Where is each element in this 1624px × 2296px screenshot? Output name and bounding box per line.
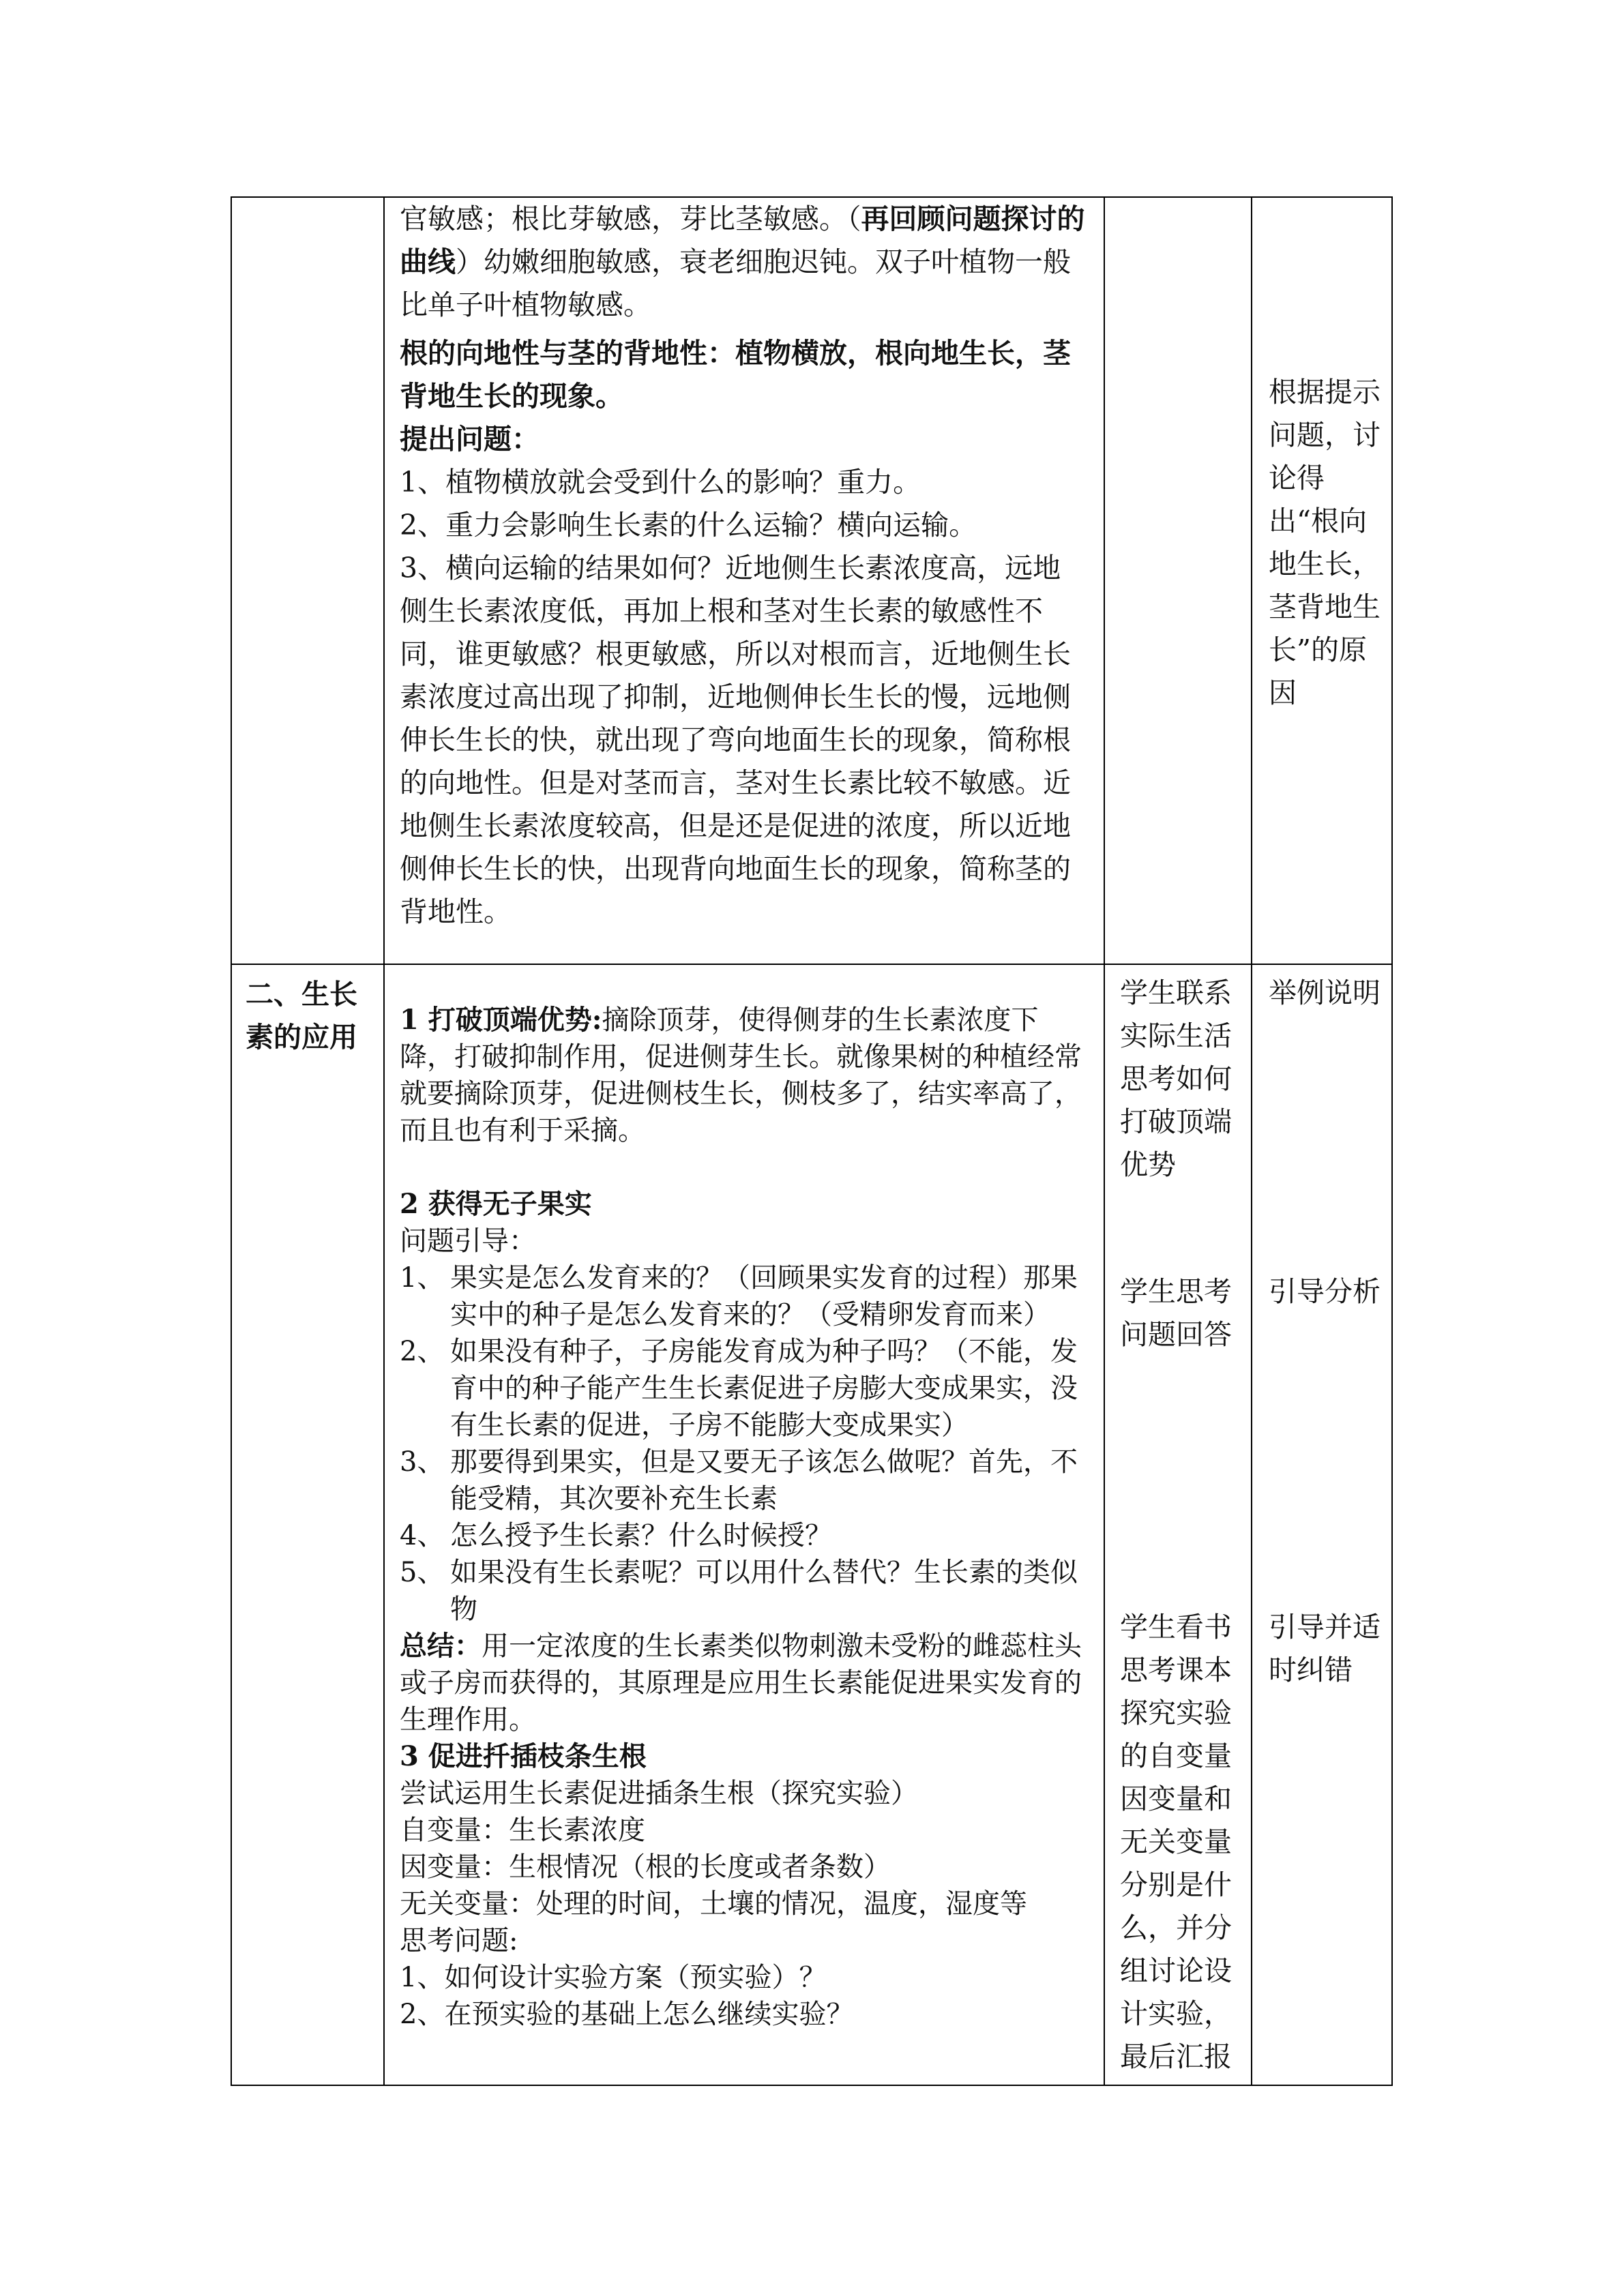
experiment-line: 1、如何设计实验方案（预实验）？ [400,1962,827,1993]
teacher-activity-1: 举例说明 [1269,976,1381,1009]
list-item: 2、 如果没有种子，子房能发育成为种子吗？（不能，发育中的种子能产生生长素促进子房膨大变成果实，没有生长素的促进，子房不能膨大变成果实） [400,1336,1078,1441]
question-3: 3、横向运输的结果如何？近地侧生长素浓度高，远地侧生长素浓度低，再加上根和茎对生长素的敏感性不同，谁更敏感？根更敏感，所以对根而言，近地侧生长素浓度过高出现了抑制，近地侧伸长生长的慢，远地侧伸长生长的快，就出现了弯向地面生长的现象，简称根的向地性。但是对茎而言，茎对生长素比较不敏感。近地侧生长素浓度较高，但是还是促进的浓度，所以近地侧伸长生长的快，出现背向地面生长的现象，简称茎的背地性。 [400,552,1071,928]
heading-seedless-fruit: 2 获得无子果实 [400,1188,592,1220]
table-row [231,965,1393,2086]
teacher-activity-3: 引导并适时纠错 [1269,1611,1381,1686]
content-cell [385,198,1105,964]
question-lead: 问题引导： [400,1225,536,1257]
design-intent-cell [1252,965,1391,2085]
experiment-line: 思考问题: [400,1925,518,1956]
student-activity-2: 学生思考问题回答 [1120,1275,1232,1351]
list-item: 3、 那要得到果实，但是又要无子该怎么做呢？首先，不能受精，其次要补充生长素 [400,1446,1078,1515]
paragraph-apical-dominance: 1 打破顶端优势:摘除顶芽，使得侧芽的生长素浓度下降，打破抑制作用，促进侧芽生长。就像果树的种植经常就要摘除顶芽，促进侧枝生长，侧枝多了，结实率高了，而且也有利于采摘。 [400,1004,1082,1146]
student-activity-1: 学生联系实际生活思考如何打破顶端优势 [1120,976,1232,1181]
design-intent-cell: 根据提示问题，讨论得出“根向地生长，茎背地生长”的原因 [1269,376,1381,709]
list-item: 1、 果实是怎么发育来的？（回顾果实发育的过程）那果实中的种子是怎么发育来的？（受精卵发育而来） [400,1262,1078,1330]
question-1: 1、植物横放就会受到什么的影响？重力。 [400,466,921,498]
experiment-line: 因变量：生根情况（根的长度或者条数） [400,1851,891,1883]
teacher-activity-2: 引导分析 [1269,1275,1381,1308]
experiment-line: 自变量：生长素浓度 [400,1815,645,1846]
question-heading: 提出问题： [400,423,540,456]
student-activity-cell [1105,965,1252,2085]
content-cell [385,965,1105,2085]
heading-cutting-rooting: 3 促进扦插枝条生根 [400,1740,647,1772]
experiment-line: 2、在预实验的基础上怎么继续实验？ [400,1999,854,2030]
question-2: 2、重力会影响生长素的什么运输？横向运输。 [400,509,977,541]
experiment-line: 无关变量：处理的时间，土壤的情况，温度，湿度等 [400,1888,1027,1920]
list-item: 5、 如果没有生长素呢？可以用什么替代？生长素的类似物 [400,1557,1078,1625]
table-row [231,196,1393,965]
section-title: 二、生长素的应用 [232,965,385,2085]
guide-question-list [400,1259,1089,1628]
list-item: 4、 怎么授予生长素？什么时候授？ [400,1520,832,1551]
section-cell [232,198,385,964]
experiment-line: 尝试运用生长素促进插条生根（探究实验） [400,1778,918,1809]
paragraph-tropism: 根的向地性与茎的背地性：植物横放，根向地生长，茎背地生长的现象。 [400,337,1071,413]
lesson-table [231,196,1393,2086]
summary: 总结：用一定浓度的生长素类似物刺激未受粉的雌蕊柱头或子房而获得的，其原理是应用生长素能促进果实发育的生理作用。 [400,1630,1082,1735]
student-activity-cell [1105,198,1252,964]
student-activity-3: 学生看书思考课本探究实验的自变量因变量和无关变量分别是什么，并分组讨论设计实验，最后汇报 [1120,1611,1232,2073]
paragraph-sensitivity: 官敏感；根比芽敏感，芽比茎敏感。（再回顾问题探讨的曲线）幼嫩细胞敏感，衰老细胞迟钝。双子叶植物一般比单子叶植物敏感。 [400,203,1085,321]
